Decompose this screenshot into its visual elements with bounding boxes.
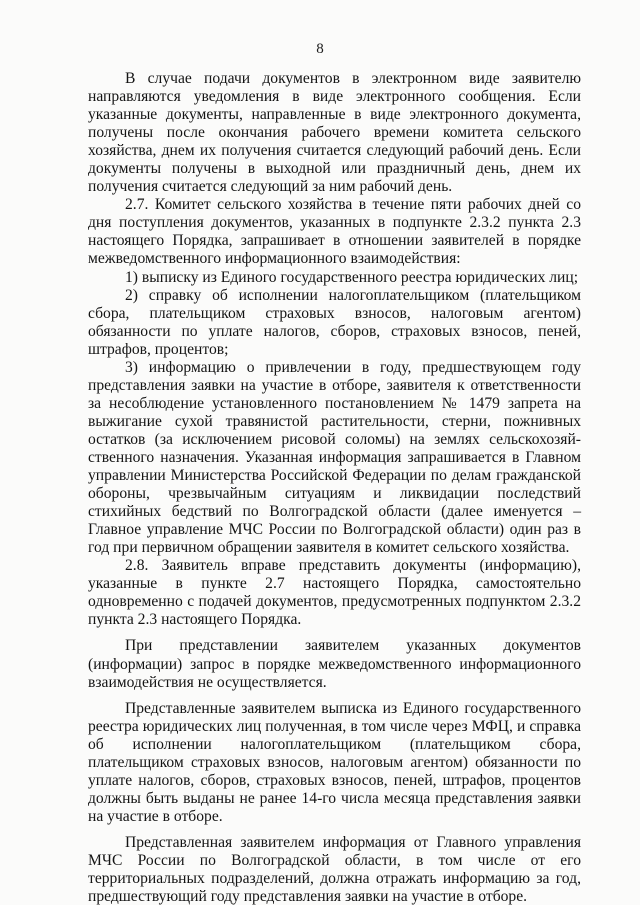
paragraph-electronic-submission: В случае подачи документов в электронном виде заявителю направляются уведомления в виде электронного сообщения. Если указанные документы, направленные в виде электронного документа, получены после окончания рабочего времени комитета сельского хозяйства, днем их получения считается следующий рабочий день. Если документы получены в выходной или праздничный день, днем их получения считается следующий за ним рабочий день.	[88, 70, 581, 196]
paragraph-extract-validity: Представленные заявителем выписка из Единого государственного реестра юридических лиц полученная, в том числе через МФЦ, и справка об исполнении налогоплательщиком (плательщиком сбора, плательщиком страховых взносов, налоговым агентом) обязанности по уплате налогов, сборов, страховых взносов, пеней, штрафов, процентов должны быть выданы не ранее 14-го числа месяца представления заявки на участие в отборе.	[88, 699, 581, 825]
document-body	[88, 70, 581, 906]
paragraph-2-7: 2.7. Комитет сельского хозяйства в течение пяти рабочих дней со дня поступления документов, указанных в подпункте 2.3.2 пункта 2.3 настоящего Порядка, запрашивает в отношении заявителей в порядке межведомственного информационного взаимодействия:	[88, 196, 581, 268]
page-number: 8	[316, 41, 324, 57]
paragraph-no-request: При представлении заявителем указанных документов (информации) запрос в порядке межведомственного информационного взаимодействия не осуществляется.	[88, 637, 581, 691]
paragraph-mchs-information: Представленная заявителем информация от Главного управления МЧС России по Волгоградской области, в том числе от его территориальных подразделений, должна отражать информацию за год, предшествующий году представления заявки на участие в отборе.	[88, 833, 581, 906]
list-item-2: 2) справку об исполнении налогоплательщиком (плательщиком сбора, плательщиком страховых взносов, налоговым агентом) обязанности по уплате налогов, сборов, страховых взносов, пеней, штрафов, процентов;	[88, 286, 581, 358]
paragraph-2-8: 2.8. Заявитель вправе представить документы (информацию), указанные в пункте 2.7 настоящего Порядка, самостоятельно одновременно с подачей документов, предусмотренных подпунктом 2.3.2 пункта 2.3 настоящего Порядка.	[88, 557, 581, 629]
list-item-1: 1) выписку из Единого государственного реестра юридических лиц;	[125, 268, 579, 286]
list-item-3: 3) информацию о привлечении в году, предшествующем году представления заявки на участие в отборе, заявителя к ответственности за несоблюдение установленного постановлением № 1479 запрета на выжигание сухой травянистой растительности, стерни, пожнивных остатков (за исключением рисовой соломы) на землях сельскохозяйственного назначения. Указанная информация запрашивается в Главном управлении Министерства Российской Федерации по делам гражданской обороны, чрезвычайным ситуациям и ликвидации последствий стихийных бедствий по Волгоградской области (далее именуется – Главное управление МЧС России по Волгоградской области) один раз в год при первичном обращении заявителя в комитет сельского хозяйства.	[88, 358, 581, 557]
